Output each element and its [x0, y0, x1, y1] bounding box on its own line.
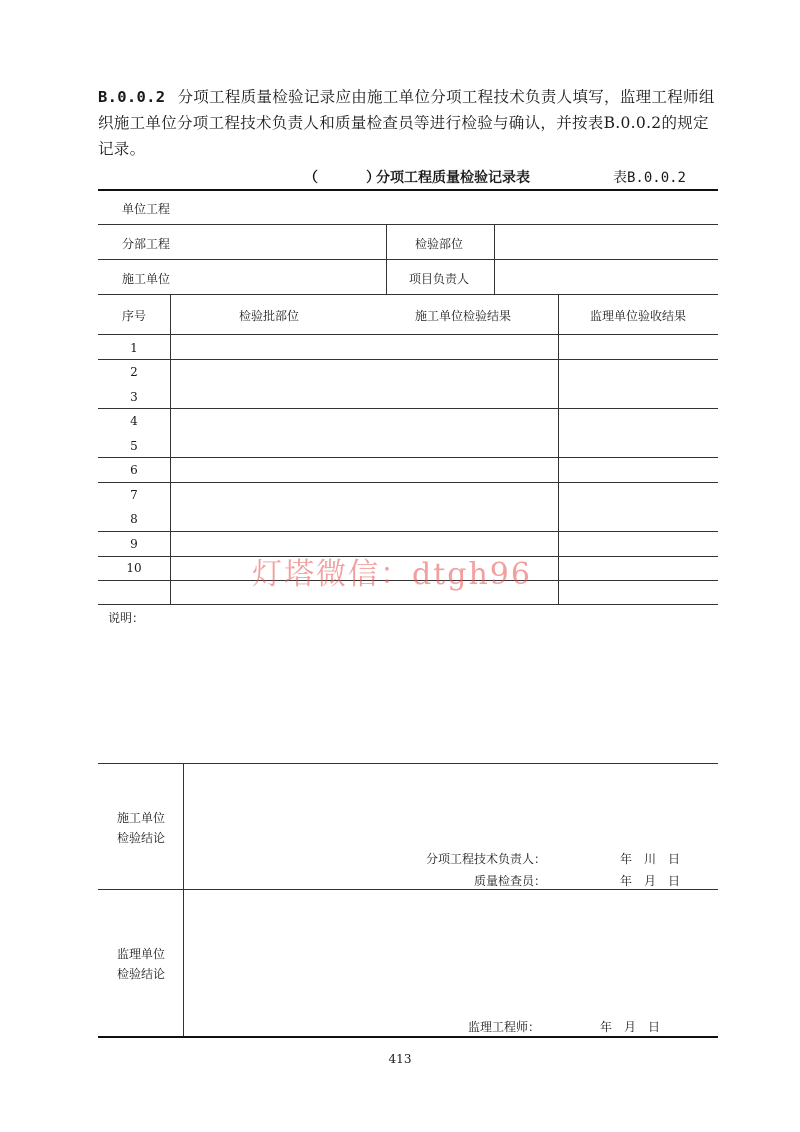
row-divider: [98, 457, 718, 458]
column-divider: [558, 294, 559, 604]
column-header-seq: 序号: [121, 309, 146, 323]
engineer-date: 年 月 日: [600, 1020, 661, 1034]
row-divider: [98, 294, 718, 295]
row-number: 6: [130, 463, 138, 477]
conclusion-top-rule: [98, 763, 718, 764]
conclusion-divider: [98, 889, 718, 890]
row-number: 7: [130, 488, 138, 502]
column-header-batch-part: 检验批部位: [239, 309, 300, 323]
table-code-prefix: 表: [612, 170, 627, 186]
construction-unit-label: 施工单位: [122, 272, 171, 286]
tech-lead-date: 年 川 日: [620, 852, 681, 866]
caption-paren-close: ）: [366, 170, 380, 186]
table-title: 分项工程质量检验记录表: [376, 170, 530, 186]
row-divider: [98, 531, 718, 532]
column-header-supervision-result: 监理单位验收结果: [589, 309, 686, 323]
intro-text: 分项工程质量检验记录应由施工单位分项工程技术负责人填写，监理工程师组织施工单位分项工程技术负责人和质量检查员等进行检验与确认，并按表B.0.0.2的规定记录。: [98, 88, 715, 158]
row-number: 10: [126, 561, 142, 575]
row-number: 8: [130, 512, 138, 526]
caption-paren-open: （: [304, 170, 318, 186]
construction-conclusion-label-2: 检验结论: [117, 831, 166, 845]
row-divider: [98, 334, 718, 335]
header-column-divider: [386, 224, 387, 294]
table-code-number: B.0.0.2: [626, 170, 686, 186]
intro-paragraph: [98, 84, 718, 162]
row-divider: [98, 224, 718, 225]
unit-project-label: 单位工程: [122, 202, 171, 216]
inspector-label: 质量检查员：: [474, 874, 547, 888]
watermark: 灯塔微信：dtgh96: [252, 557, 532, 592]
column-header-construction-result: 施工单位检验结果: [415, 309, 512, 323]
row-divider: [98, 359, 718, 360]
row-number: 4: [130, 414, 138, 428]
supervision-conclusion-label-2: 检验结论: [117, 967, 166, 981]
row-divider: [98, 482, 718, 483]
row-number: 1: [130, 341, 138, 355]
header-column-divider: [494, 224, 495, 294]
table-code: [613, 167, 686, 187]
row-number: 2: [130, 365, 138, 379]
conclusion-column-divider: [183, 763, 184, 1036]
project-lead-label: 项目负责人: [409, 272, 470, 286]
construction-conclusion-label-1: 施工单位: [117, 811, 166, 825]
row-number: 9: [130, 537, 138, 551]
tech-lead-label: 分项工程技术负责人：: [426, 852, 547, 866]
row-divider: [98, 604, 718, 605]
page-number: 413: [388, 1052, 412, 1066]
inspection-part-label: 检验部位: [415, 237, 464, 251]
row-divider: [98, 259, 718, 260]
inspector-date: 年 月 日: [620, 874, 681, 888]
row-divider: [98, 408, 718, 409]
engineer-label: 监理工程师：: [468, 1020, 541, 1034]
table-top-rule: [98, 189, 718, 191]
clause-number: B.0.0.2: [98, 88, 166, 106]
conclusion-bottom-rule: [98, 1036, 718, 1038]
table-caption: [98, 167, 718, 187]
row-number: 3: [130, 390, 138, 404]
row-number: 5: [130, 439, 138, 453]
note-label: 说明：: [108, 611, 145, 625]
column-divider: [170, 294, 171, 604]
sub-project-label: 分部工程: [122, 237, 171, 251]
supervision-conclusion-label-1: 监理单位: [117, 947, 166, 961]
